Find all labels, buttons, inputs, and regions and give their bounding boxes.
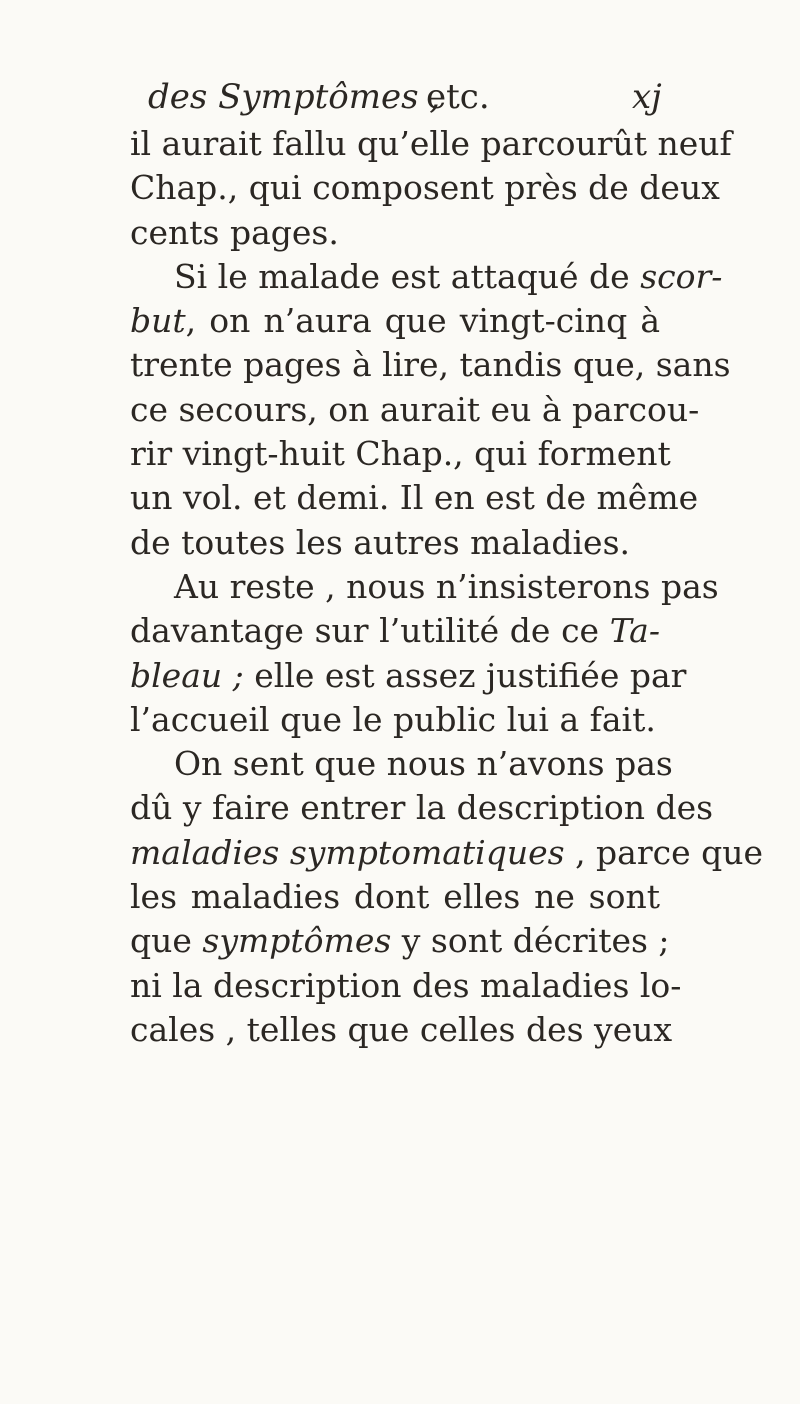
italic-text: scor-	[640, 256, 723, 296]
italic-text: but	[130, 301, 186, 341]
text-run: , on n’aura que vingt-cinq à	[185, 301, 660, 341]
text-run: elle est assez justifiée par	[243, 655, 687, 695]
text-line	[130, 476, 699, 520]
text-line	[130, 432, 671, 476]
running-title-etc: etc.	[426, 77, 490, 117]
italic-text: symptômes	[202, 921, 392, 961]
text-run: Chap., qui composent près de deux	[130, 168, 720, 208]
text-line	[130, 654, 687, 698]
text-run: un vol. et demi. Il en est de même	[130, 478, 699, 518]
text-run: l’accueil que le public lui a fait.	[130, 699, 656, 739]
text-run: trente pages à lire, tandis que, sans	[130, 345, 731, 385]
text-run: y sont décrites ;	[391, 921, 670, 961]
text-run: que	[130, 921, 203, 961]
text-run: , parce que	[564, 832, 764, 872]
body-text	[130, 122, 764, 1052]
text-run: de toutes les autres maladies.	[130, 522, 630, 562]
italic-text: bleau ;	[130, 655, 244, 695]
text-line	[130, 742, 673, 786]
text-line	[130, 831, 764, 875]
text-run: cents pages.	[130, 212, 339, 252]
text-run: ni la description des maladies lo-	[130, 965, 682, 1005]
text-line	[130, 166, 720, 210]
text-line	[130, 786, 714, 830]
text-run: cales , telles que celles des yeux	[130, 1009, 673, 1049]
text-run: Si le malade est attaqué de	[174, 256, 641, 296]
running-title: des Symptômes ,	[148, 77, 441, 117]
text-line	[130, 211, 660, 255]
text-run: ce secours, on aurait eu à parcou-	[130, 389, 700, 429]
text-line	[130, 521, 660, 565]
text-line	[130, 388, 700, 432]
text-line	[130, 698, 660, 742]
text-run: On sent que nous n’avons pas	[174, 744, 673, 784]
page-number: xj	[632, 77, 662, 117]
text-line	[130, 255, 723, 299]
running-header	[140, 72, 660, 122]
text-line	[130, 343, 731, 387]
italic-text: maladies symptomatiques	[130, 832, 565, 872]
text-line	[130, 875, 660, 919]
text-line	[130, 299, 660, 343]
text-run: les maladies dont elles ne sont	[130, 877, 660, 917]
text-line	[130, 1008, 673, 1052]
text-line	[130, 609, 660, 653]
text-run: davantage sur l’utilité de ce	[130, 611, 610, 651]
text-run: il aurait fallu qu’elle parcourût neuf	[130, 124, 732, 163]
text-line	[130, 964, 682, 1008]
text-run: Au reste , nous n’insisterons pas	[174, 566, 719, 606]
italic-text: Ta-	[609, 611, 660, 651]
text-line	[130, 919, 670, 963]
text-line	[130, 565, 719, 609]
text-run: dû y faire entrer la description des	[130, 788, 714, 828]
text-line	[130, 122, 732, 166]
text-run: rir vingt-huit Chap., qui forment	[130, 434, 671, 474]
